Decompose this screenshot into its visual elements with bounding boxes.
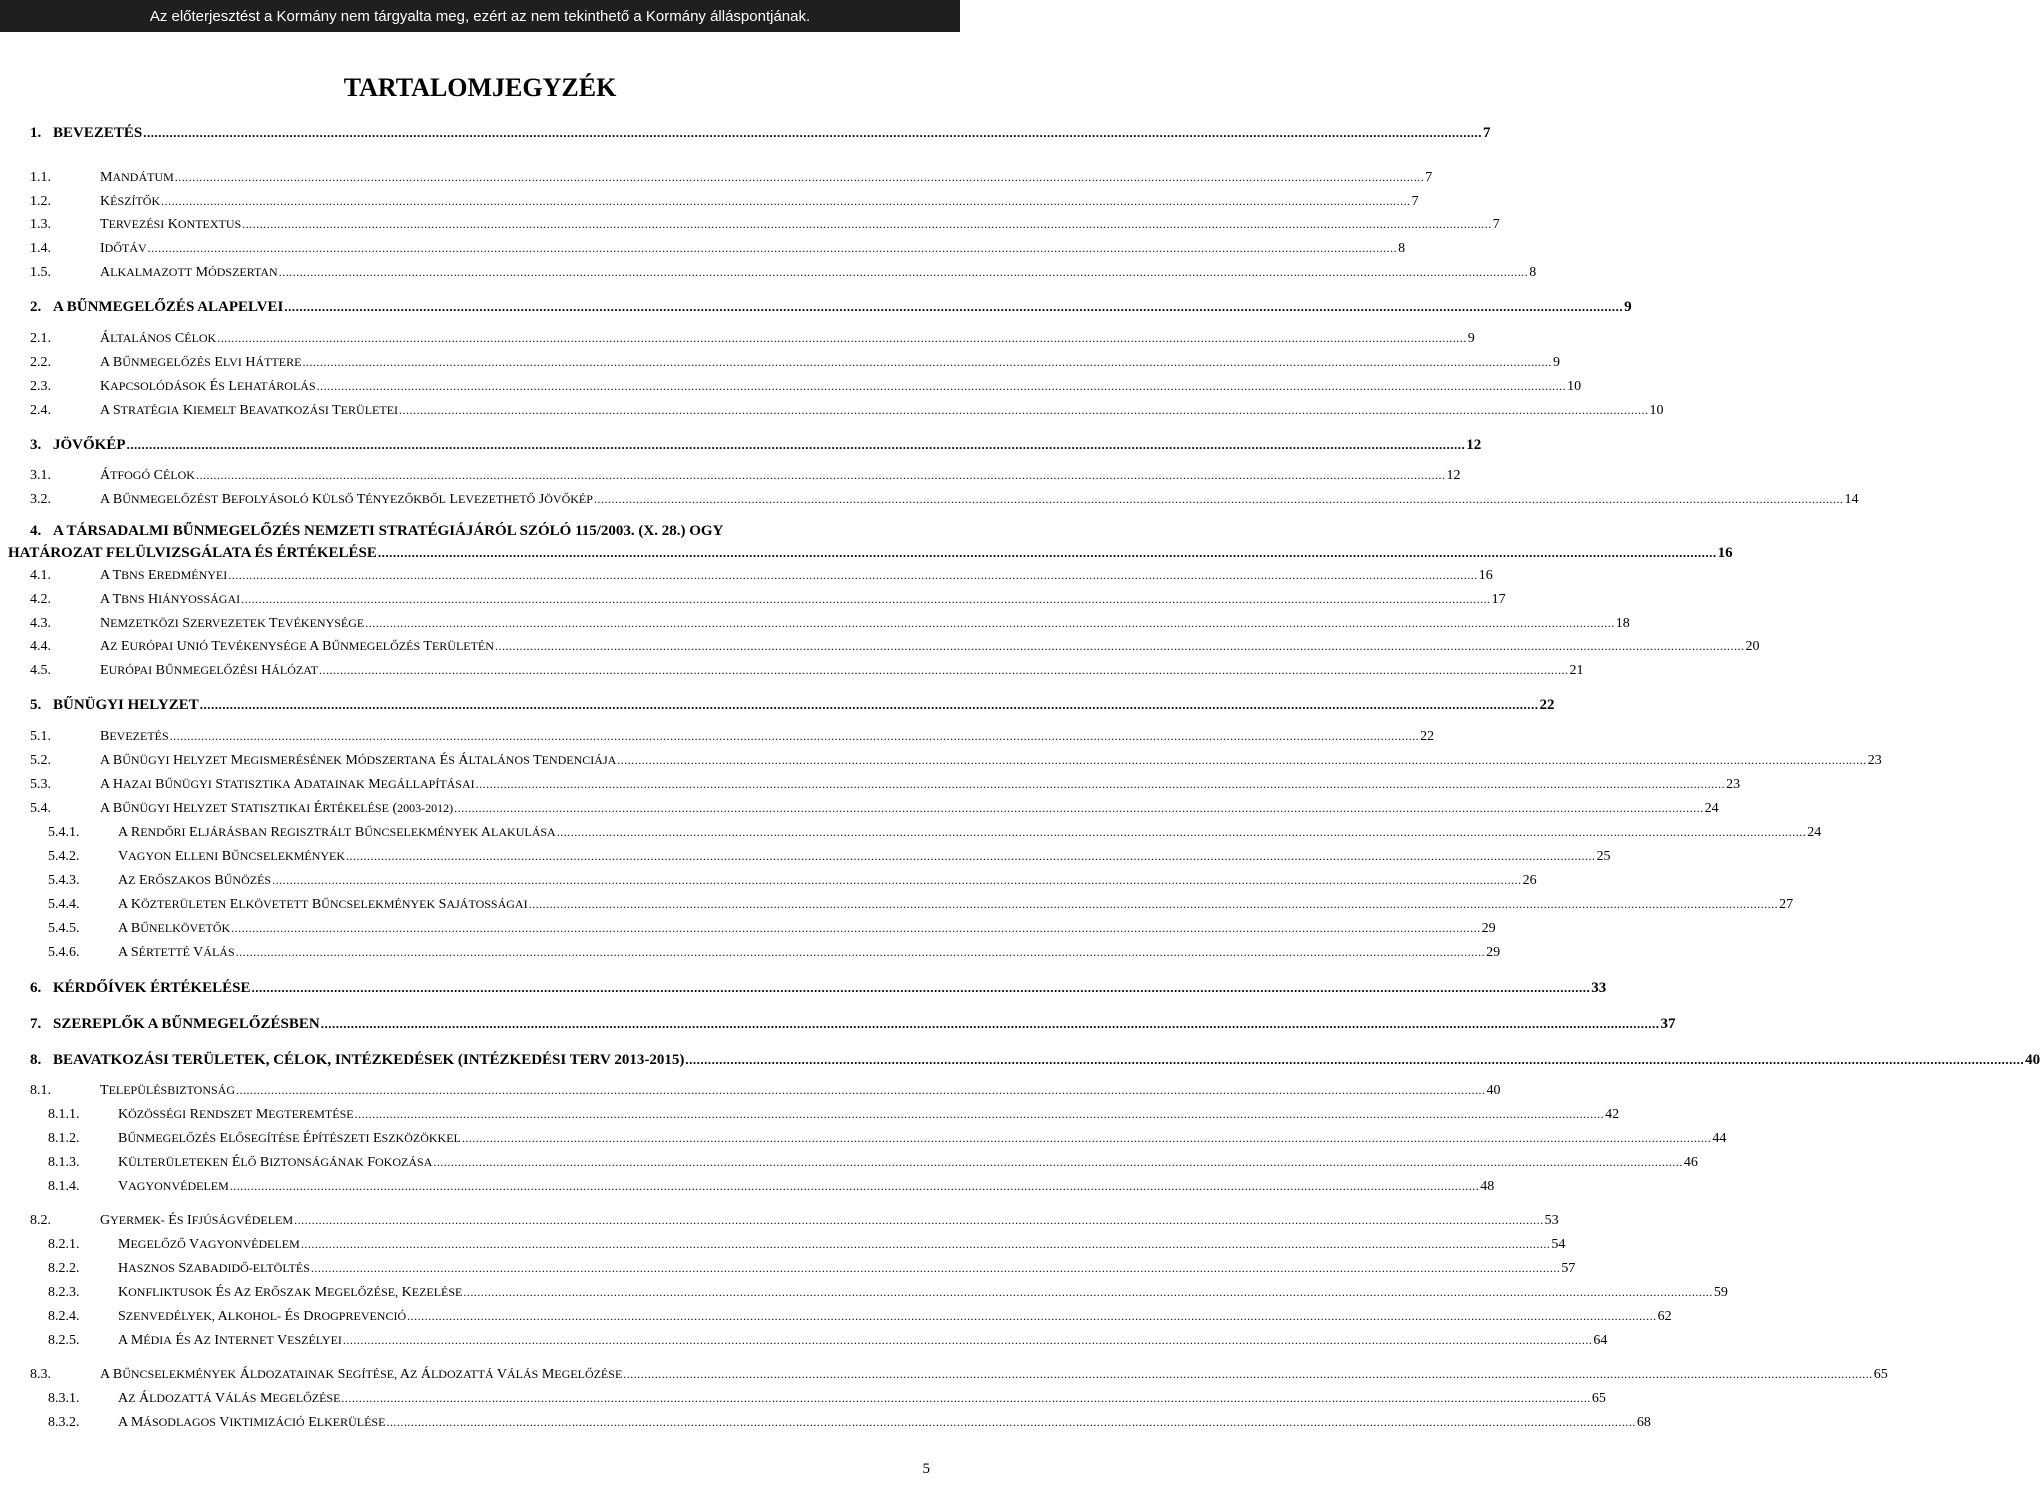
toc-entry[interactable] — [30, 1051, 2040, 1069]
toc-leader-dots — [461, 1129, 1713, 1147]
toc-leader-dots — [227, 566, 1479, 584]
toc-entry-title: BEVEZETÉS — [100, 729, 169, 744]
toc-entry-page: 20 — [1745, 639, 1760, 654]
toc-leader-dots — [385, 1413, 1637, 1431]
toc-entry-number: 2.2. — [30, 355, 51, 370]
toc-entry-title: IDŐTÁV — [100, 241, 147, 256]
toc-entry-number: 5.4. — [30, 801, 51, 816]
toc-entry-number: 5.4.3. — [48, 873, 80, 888]
toc-entry-number: 5.3. — [30, 777, 51, 792]
toc-entry-number: 2.4. — [30, 403, 51, 418]
toc-entry-page: 7 — [1425, 170, 1433, 185]
disclaimer-banner: Az előterjesztést a Kormány nem tárgyalta meg, ezért az nem tekinthető a Kormány álláspontjának. — [0, 0, 960, 32]
page-title: TARTALOMJEGYZÉK — [343, 73, 617, 102]
toc-entry-number: 1.4. — [30, 241, 51, 256]
toc-entry-page: 26 — [1522, 873, 1537, 888]
toc-entry[interactable] — [30, 1389, 1606, 1408]
toc-entry[interactable] — [30, 263, 1537, 282]
toc-entry-number: 4. — [30, 523, 42, 539]
toc-entry-title: NEMZETKÖZI SZERVEZETEK TEVÉKENYSÉGE — [100, 616, 365, 631]
toc-entry[interactable] — [30, 1081, 1501, 1100]
toc-entry[interactable] — [30, 943, 1501, 962]
toc-entry-title: KÖZÖSSÉGI RENDSZET MEGTEREMTÉSE — [118, 1107, 354, 1122]
toc-entry-page: 48 — [1480, 1179, 1495, 1194]
toc-entry-title: A BŰNMEGELŐZÉS ELVI HÁTTERE — [100, 355, 302, 370]
toc-leader-dots — [528, 895, 1780, 913]
toc-entry[interactable] — [30, 823, 1822, 842]
toc-entry-title: SZENVEDÉLYEK, ALKOHOL- ÉS DROGPREVENCIÓ — [118, 1309, 407, 1324]
toc-leader-dots — [462, 1283, 1714, 1301]
toc-entry-number: 8.2. — [30, 1213, 51, 1228]
toc-entry[interactable] — [30, 1307, 1672, 1326]
toc-entry[interactable] — [30, 614, 1630, 633]
toc-entry[interactable] — [30, 1283, 1728, 1302]
toc-entry-page: 9 — [1624, 299, 1632, 315]
toc-entry-title: A BŰNMEGELŐZÉS ALAPELVEI — [53, 299, 284, 315]
toc-entry-number: 5.4.2. — [48, 849, 80, 864]
toc-entry[interactable] — [30, 1129, 1727, 1148]
toc-entry[interactable] — [30, 192, 1419, 211]
toc-entry[interactable] — [30, 661, 1584, 680]
toc-entry-title: A BŰNÜGYI HELYZET MEGISMERÉSÉNEK MÓDSZERTANA ÉS ÁLTALÁNOS TENDENCIÁJA — [100, 753, 617, 768]
toc-leader-dots — [126, 436, 1467, 454]
toc-leader-dots — [593, 490, 1845, 508]
toc-entry[interactable] — [30, 1211, 1559, 1230]
toc-entry-number: 2.3. — [30, 379, 51, 394]
toc-entry-title: A TBNS EREDMÉNYEI — [100, 568, 228, 583]
toc-entry-number: 2.1. — [30, 331, 51, 346]
toc-entry-page: 37 — [1660, 1016, 1676, 1032]
toc-leader-dots — [169, 727, 1421, 745]
toc-entry-title: ÁLTALÁNOS CÉLOK — [100, 331, 217, 346]
toc-entry[interactable] — [30, 1153, 1698, 1172]
toc-entry[interactable] — [30, 353, 1560, 372]
toc-leader-dots — [320, 1015, 1661, 1033]
toc-entry-page: 9 — [1552, 355, 1560, 370]
toc-leader-dots — [250, 979, 1591, 997]
toc-entry-page: 57 — [1561, 1261, 1576, 1276]
toc-leader-dots — [229, 1177, 1481, 1195]
toc-entry-number: 5.1. — [30, 729, 51, 744]
toc-entry[interactable] — [30, 895, 1794, 914]
toc-entry[interactable] — [30, 401, 1664, 420]
toc-entry[interactable] — [30, 1177, 1495, 1196]
toc-entry[interactable] — [30, 696, 1555, 714]
toc-entry-title: BŰNÜGYI HELYZET — [53, 697, 199, 713]
toc-leader-dots — [377, 544, 1718, 562]
toc-leader-dots — [316, 377, 1568, 395]
toc-entry-page: 22 — [1420, 729, 1435, 744]
toc-entry[interactable] — [30, 1365, 1888, 1384]
toc-entry-number: 1.1. — [30, 170, 51, 185]
toc-entry-page: 23 — [1726, 777, 1741, 792]
toc-leader-dots — [556, 823, 1808, 841]
toc-leader-dots — [235, 1081, 1487, 1099]
toc-entry-title: VAGYONVÉDELEM — [118, 1179, 229, 1194]
toc-entry[interactable] — [30, 1413, 1651, 1432]
toc-entry-number: 1. — [30, 125, 42, 141]
toc-entry-page: 59 — [1713, 1285, 1728, 1300]
toc-entry-page: 68 — [1636, 1415, 1651, 1430]
toc-entry-title: BŰNMEGELŐZÉS ELŐSEGÍTÉSE ÉPÍTÉSZETI ESZKÖZÖKKEL — [118, 1131, 461, 1146]
toc-leader-dots — [345, 847, 1597, 865]
toc-entry-title: AZ EURÓPAI UNIÓ TEVÉKENYSÉGE A BŰNMEGELŐZÉS TERÜLETÉN — [100, 639, 494, 654]
toc-leader-dots — [453, 799, 1705, 817]
toc-leader-dots — [278, 263, 1530, 281]
toc-entry[interactable] — [30, 727, 1435, 746]
toc-entry-title: A KÖZTERÜLETEN ELKÖVETETT BŰNCSELEKMÉNYEK SAJÁTOSSÁGAI — [118, 897, 528, 912]
toc-leader-dots — [310, 1259, 1562, 1277]
toc-entry[interactable] — [30, 298, 1632, 316]
toc-entry-page: 40 — [1486, 1083, 1501, 1098]
toc-entry-title: A TÁRSADALMI BŰNMEGELŐZÉS NEMZETI STRATÉGIÁJÁRÓL SZÓLÓ 115/2003. (X. 28.) OGY — [53, 523, 724, 539]
toc-entry-title: A MÁSODLAGOS VIKTIMIZÁCIÓ ELKERÜLÉSE — [118, 1415, 386, 1430]
toc-entry-title: KÉRDŐÍVEK ÉRTÉKELÉSE — [53, 980, 251, 996]
toc-entry-title: MEGELŐZŐ VAGYONVÉDELEM — [118, 1237, 300, 1252]
page-number: 5 — [922, 1461, 930, 1477]
toc-entry-title: TERVEZÉSI KONTEXTUS — [100, 217, 242, 232]
toc-entry[interactable] — [30, 1015, 1676, 1033]
toc-entry-number: 5. — [30, 697, 42, 713]
toc-leader-dots — [432, 1153, 1684, 1171]
toc-entry-number: 4.2. — [30, 592, 51, 607]
toc-entry-title: KÜLTERÜLETEKEN ÉLŐ BIZTONSÁGÁNAK FOKOZÁSA — [118, 1155, 433, 1170]
toc-entry-title: A RENDŐRI ELJÁRÁSBAN REGISZTRÁLT BŰNCSELEKMÉNYEK ALAKULÁSA — [118, 825, 556, 840]
toc-entry-page: 10 — [1649, 403, 1664, 418]
toc-entry-page: 14 — [1844, 492, 1859, 507]
toc-entry[interactable] — [30, 466, 1461, 485]
toc-leader-dots — [241, 215, 1493, 233]
toc-entry-page: 62 — [1657, 1309, 1672, 1324]
toc-entry-page: 12 — [1446, 468, 1461, 483]
toc-entry-number: 8.2.3. — [48, 1285, 80, 1300]
toc-entry-number: 8. — [30, 1052, 42, 1068]
toc-entry-number: 8.1. — [30, 1083, 51, 1098]
toc-entry-title: ALKALMAZOTT MÓDSZERTAN — [100, 265, 278, 280]
toc-entry-number: 4.3. — [30, 616, 51, 631]
toc-entry-page: 18 — [1615, 616, 1630, 631]
toc-entry-number: 5.4.4. — [48, 897, 80, 912]
toc-entry[interactable] — [30, 1331, 1608, 1350]
toc-entry[interactable] — [8, 544, 1733, 562]
toc-leader-dots — [293, 1211, 1545, 1229]
toc-entry-number: 3. — [30, 437, 42, 453]
toc-leader-dots — [147, 239, 1399, 257]
toc-entry-title: EURÓPAI BŰNMEGELŐZÉSI HÁLÓZAT — [100, 663, 318, 678]
toc-entry-title: A MÉDIA ÉS AZ INTERNET VESZÉLYEI — [118, 1333, 342, 1348]
toc-entry[interactable] — [30, 436, 1482, 454]
toc-entry-number: 8.1.2. — [48, 1131, 80, 1146]
toc-entry-page: 29 — [1486, 945, 1501, 960]
toc-entry-number: 1.2. — [30, 194, 51, 209]
toc-leader-dots — [230, 919, 1482, 937]
toc-leader-dots — [475, 775, 1727, 793]
toc-leader-dots — [364, 614, 1616, 632]
toc-entry[interactable] — [30, 490, 1859, 509]
toc-entry-page: 23 — [1867, 753, 1882, 768]
toc-leader-dots — [622, 1365, 1874, 1383]
toc-entry[interactable] — [30, 239, 1406, 258]
toc-leader-dots — [142, 124, 1483, 142]
toc-entry[interactable] — [30, 1235, 1566, 1254]
toc-entry-title: BEAVATKOZÁSI TERÜLETEK, CÉLOK, INTÉZKEDÉSEK (INTÉZKEDÉSI TERV 2013-2015) — [53, 1052, 685, 1068]
toc-entry[interactable] — [30, 329, 1475, 348]
toc-entry-page: 46 — [1683, 1155, 1698, 1170]
toc-entry-title-continued: HATÁROZAT FELÜLVIZSGÁLATA ÉS ÉRTÉKELÉSE — [8, 545, 377, 561]
toc-entry-title: A SÉRTETTÉ VÁLÁS — [118, 945, 235, 960]
toc-entry-page: 8 — [1529, 265, 1537, 280]
toc-entry-number: 5.4.6. — [48, 945, 80, 960]
toc-entry[interactable] — [30, 215, 1500, 234]
toc-entry-title: A BŰNCSELEKMÉNYEK ÁLDOZATAINAK SEGÍTÉSE, AZ ÁLDOZATTÁ VÁLÁS MEGELŐZÉSE — [100, 1367, 623, 1382]
toc-entry-page: 12 — [1466, 437, 1482, 453]
toc-leader-dots — [160, 192, 1412, 210]
toc-leader-dots — [216, 329, 1468, 347]
toc-entry-title: A TBNS HIÁNYOSSÁGAI — [100, 592, 241, 607]
toc-entry-page: 7 — [1492, 217, 1500, 232]
toc-leader-dots — [406, 1307, 1658, 1325]
toc-entry-number: 5.4.1. — [48, 825, 80, 840]
toc-entry-number: 8.2.5. — [48, 1333, 80, 1348]
toc-leader-dots — [398, 401, 1650, 419]
toc-entry-title: KONFLIKTUSOK ÉS AZ ERŐSZAK MEGELŐZÉSE, KEZELÉSE — [118, 1285, 463, 1300]
toc-entry-page: 7 — [1482, 125, 1491, 141]
toc-entry[interactable] — [30, 871, 1537, 890]
toc-entry-page: 8 — [1398, 241, 1406, 256]
toc-entry-number: 8.2.2. — [48, 1261, 80, 1276]
toc-leader-dots — [354, 1105, 1606, 1123]
toc-entry-title: VAGYON ELLENI BŰNCSELEKMÉNYEK — [118, 849, 346, 864]
toc-entry-number: 3.2. — [30, 492, 51, 507]
toc-entry-title: A BŰNÜGYI HELYZET STATISZTIKAI ÉRTÉKELÉSE (2003-2012) — [100, 801, 454, 816]
toc-entry-number: 4.1. — [30, 568, 51, 583]
toc-entry[interactable] — [30, 1259, 1576, 1278]
toc-leader-dots — [616, 751, 1868, 769]
toc-entry[interactable] — [30, 124, 1491, 142]
toc-leader-dots — [318, 661, 1570, 679]
toc-entry[interactable] — [30, 566, 1493, 585]
toc-entry-title: GYERMEK- ÉS IFJÚSÁGVÉDELEM — [100, 1213, 294, 1228]
toc-entry-number: 8.3.2. — [48, 1415, 80, 1430]
toc-entry-page: 40 — [2025, 1052, 2040, 1068]
toc-entry-number: 1.3. — [30, 217, 51, 232]
toc-entry-page: 22 — [1539, 697, 1555, 713]
toc-leader-dots — [301, 353, 1553, 371]
toc-entry-page: 53 — [1544, 1213, 1559, 1228]
toc-entry-page: 65 — [1873, 1367, 1888, 1382]
toc-entry[interactable] — [30, 979, 1607, 997]
toc-leader-dots — [494, 637, 1746, 655]
toc-entry-page: 27 — [1779, 897, 1794, 912]
toc-entry-page: 64 — [1593, 1333, 1608, 1348]
toc-entry[interactable] — [30, 590, 1506, 609]
toc-entry[interactable] — [30, 522, 929, 540]
toc-entry-page: 33 — [1591, 980, 1607, 996]
toc-entry-number: 5.4.5. — [48, 921, 80, 936]
toc-entry-number: 1.5. — [30, 265, 51, 280]
toc-entry-number: 6. — [30, 980, 42, 996]
toc-entry-number: 8.1.1. — [48, 1107, 80, 1122]
toc-entry-number: 5.2. — [30, 753, 51, 768]
toc-leader-dots — [342, 1331, 1594, 1349]
toc-entry[interactable] — [30, 775, 1741, 794]
toc-entry-number: 3.1. — [30, 468, 51, 483]
toc-entry-title: TELEPÜLÉSBIZTONSÁG — [100, 1083, 236, 1098]
toc-entry-number: 8.1.3. — [48, 1155, 80, 1170]
toc-entry[interactable] — [30, 1105, 1620, 1124]
toc-entry-number: 7. — [30, 1016, 42, 1032]
toc-entry-title: KÉSZÍTŐK — [100, 194, 161, 209]
toc-entry-title: MANDÁTUM — [100, 170, 174, 185]
toc-entry-title: A BŰNMEGELŐZÉST BEFOLYÁSOLÓ KÜLSŐ TÉNYEZŐKBŐL LEVEZETHETŐ JÖVŐKÉP — [100, 492, 593, 507]
toc-entry-number: 4.5. — [30, 663, 51, 678]
toc-entry-title: SZEREPLŐK A BŰNMEGELŐZÉSBEN — [53, 1016, 320, 1032]
toc-entry-number: 8.3.1. — [48, 1391, 80, 1406]
toc-entry-title: HASZNOS SZABADIDŐ-ELTÖLTÉS — [118, 1261, 310, 1276]
toc-entry-page: 29 — [1481, 921, 1496, 936]
toc-leader-dots — [684, 1051, 2025, 1069]
toc-entry-title: BEVEZETÉS — [53, 125, 143, 141]
toc-entry-title: ÁTFOGÓ CÉLOK — [100, 468, 195, 483]
toc-leader-dots — [174, 168, 1426, 186]
toc-entry-page: 7 — [1411, 194, 1419, 209]
toc-entry-page: 21 — [1569, 663, 1584, 678]
toc-entry-number: 8.1.4. — [48, 1179, 80, 1194]
toc-leader-dots — [340, 1389, 1592, 1407]
toc-entry[interactable] — [30, 168, 1433, 187]
toc-leader-dots — [283, 298, 1624, 316]
toc-entry-page: 16 — [1478, 568, 1493, 583]
toc-entry-title: KAPCSOLÓDÁSOK ÉS LEHATÁROLÁS — [100, 379, 316, 394]
toc-leader-dots — [195, 466, 1447, 484]
toc-entry-page: 24 — [1807, 825, 1822, 840]
toc-entry-page: 44 — [1712, 1131, 1727, 1146]
toc-leader-dots — [235, 943, 1487, 961]
toc-entry[interactable] — [30, 847, 1611, 866]
toc-entry-page: 17 — [1491, 592, 1506, 607]
toc-entry-page: 54 — [1551, 1237, 1566, 1252]
toc-entry-title: A BŰNELKÖVETŐK — [118, 921, 231, 936]
toc-entry-title: JÖVŐKÉP — [53, 437, 126, 453]
toc-entry-number: 8.3. — [30, 1367, 51, 1382]
toc-entry-page: 9 — [1467, 331, 1475, 346]
toc-entry-number: 2. — [30, 299, 42, 315]
toc-entry-page: 10 — [1567, 379, 1582, 394]
toc-entry-number: 8.2.4. — [48, 1309, 80, 1324]
toc-leader-dots — [271, 871, 1523, 889]
toc-entry[interactable] — [30, 799, 1719, 818]
toc-entry-title: A HAZAI BŰNÜGYI STATISZTIKA ADATAINAK MEGÁLLAPÍTÁSAI — [100, 777, 475, 792]
toc-leader-dots — [199, 696, 1540, 714]
toc-entry[interactable] — [30, 751, 1882, 770]
toc-entry-page: 65 — [1591, 1391, 1606, 1406]
toc-entry-page: 25 — [1596, 849, 1611, 864]
toc-entry[interactable] — [30, 919, 1496, 938]
toc-entry[interactable] — [30, 637, 1760, 656]
toc-entry-title: A STRATÉGIA KIEMELT BEAVATKOZÁSI TERÜLETEI — [100, 403, 399, 418]
toc-leader-dots — [240, 590, 1492, 608]
toc-entry-title: AZ ÁLDOZATTÁ VÁLÁS MEGELŐZÉSE — [118, 1391, 341, 1406]
toc-entry-page: 16 — [1717, 545, 1733, 561]
toc-leader-dots — [300, 1235, 1552, 1253]
toc-entry-number: 8.2.1. — [48, 1237, 80, 1252]
toc-entry-title: AZ ERŐSZAKOS BŰNÖZÉS — [118, 873, 272, 888]
toc-entry-page: 42 — [1605, 1107, 1620, 1122]
toc-entry-number: 4.4. — [30, 639, 51, 654]
toc-entry[interactable] — [30, 377, 1582, 396]
toc-entry-page: 24 — [1704, 801, 1719, 816]
